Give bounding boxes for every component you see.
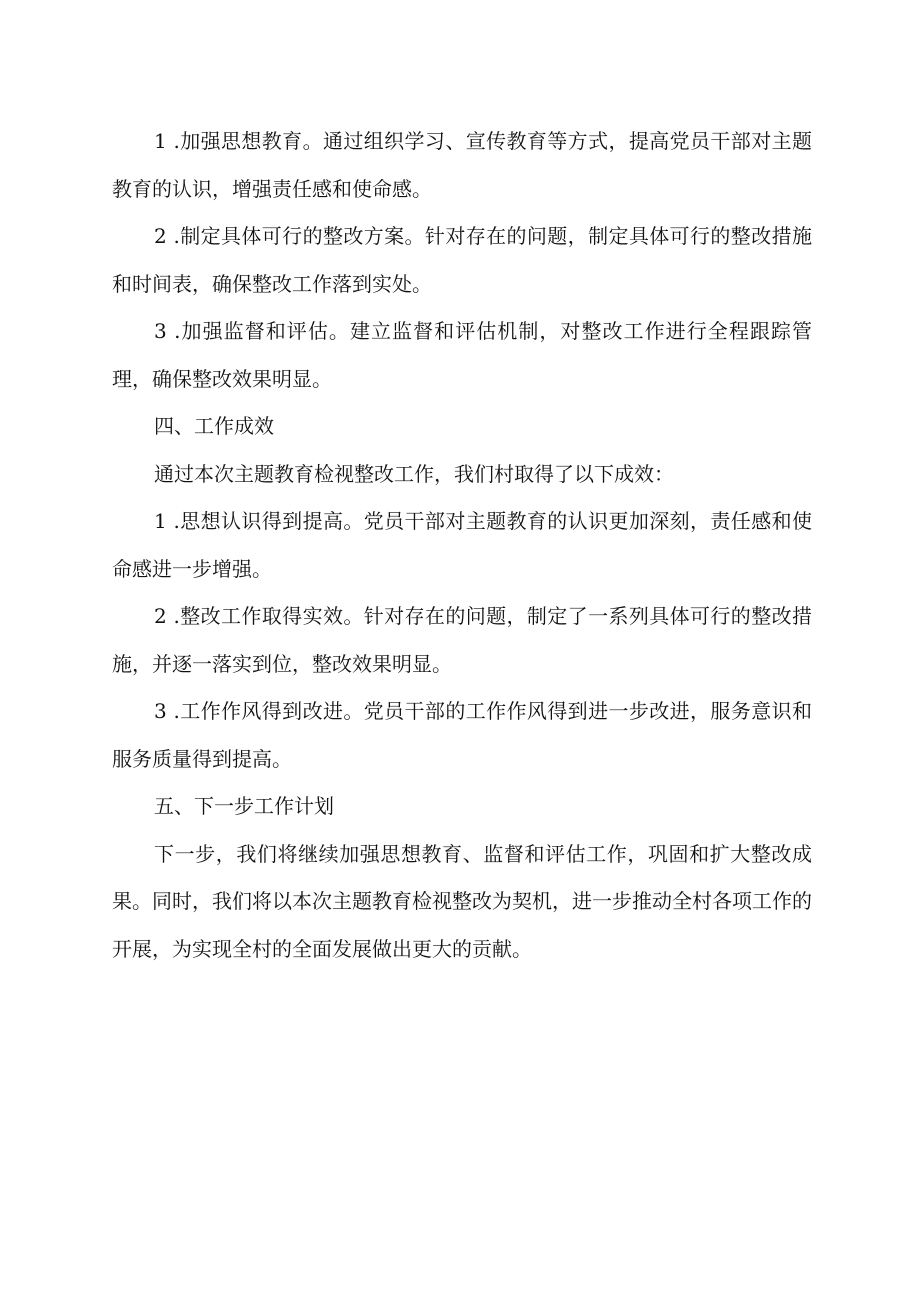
paragraph-result-2: 2 .整改工作取得实效。针对存在的问题，制定了一系列具体可行的整改措施，并逐一落实到位，整改效果明显。 [112, 604, 812, 676]
paragraph-measure-3: 3 .加强监督和评估。建立监督和评估机制，对整改工作进行全程跟踪管理，确保整改效果明显。 [112, 319, 812, 391]
paragraph-result-3: 3 .工作作风得到改进。党员干部的工作作风得到进一步改进，服务意识和服务质量得到提高。 [112, 699, 812, 771]
paragraph-result-1: 1 .思想认识得到提高。党员干部对主题教育的认识更加深刻，责任感和使命感进一步增强。 [112, 509, 812, 581]
paragraph-measure-2: 2 .制定具体可行的整改方案。针对存在的问题，制定具体可行的整改措施和时间表，确保整改工作落到实处。 [112, 224, 812, 296]
section-heading-results: 四、工作成效 [154, 414, 274, 438]
document-body [112, 118, 812, 973]
paragraph-measure-1: 1 .加强思想教育。通过组织学习、宣传教育等方式，提高党员干部对主题教育的认识，增强责任感和使命感。 [112, 129, 812, 201]
paragraph-next-steps: 下一步，我们将继续加强思想教育、监督和评估工作，巩固和扩大整改成果。同时，我们将以本次主题教育检视整改为契机，进一步推动全村各项工作的开展，为实现全村的全面发展做出更大的贡献。 [112, 841, 812, 961]
paragraph-results-intro: 通过本次主题教育检视整改工作，我们村取得了以下成效： [154, 461, 674, 486]
section-heading-next-plan: 五、下一步工作计划 [154, 794, 334, 818]
